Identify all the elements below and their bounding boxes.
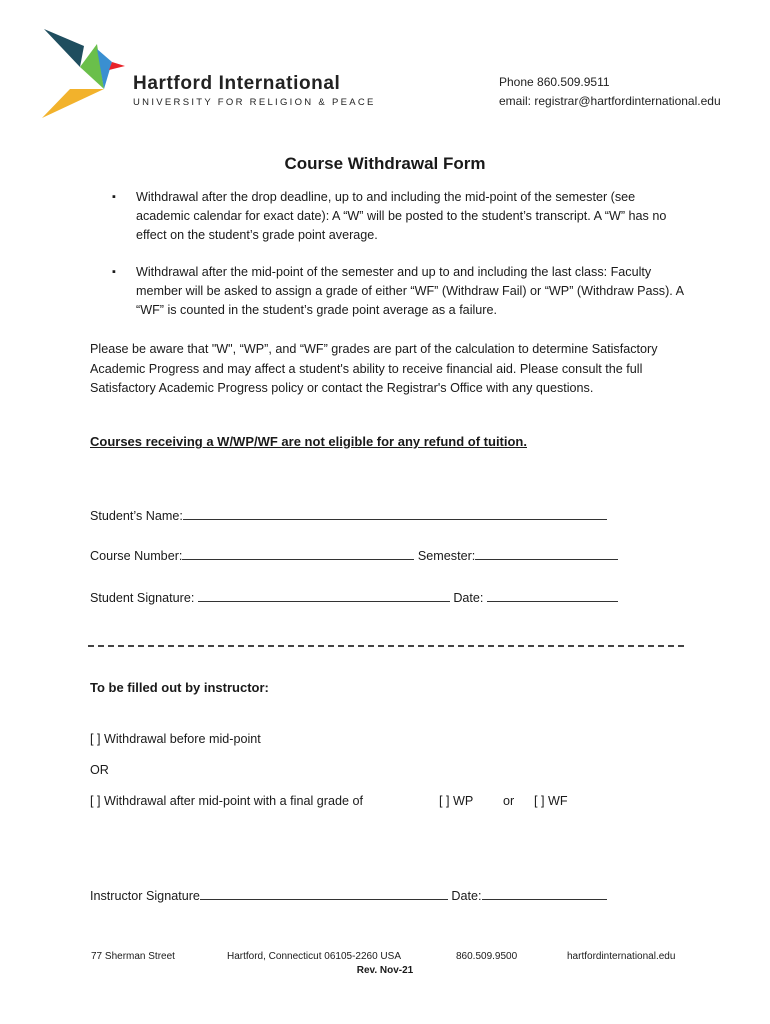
refund-notice: Courses receiving a W/WP/WF are not eligible for any refund of tuition. <box>90 434 527 449</box>
bullet-marker: ▪ <box>112 266 116 278</box>
or-label: OR <box>90 763 109 777</box>
course-number-line[interactable] <box>182 546 414 560</box>
option-before-midpoint[interactable] <box>90 732 261 746</box>
student-signature-field[interactable] <box>90 588 618 605</box>
org-subtitle: UNIVERSITY FOR RELIGION & PEACE <box>133 97 376 108</box>
wf-label: WF <box>548 794 568 808</box>
or-small-label: or <box>503 794 515 808</box>
student-date-line[interactable] <box>487 588 618 602</box>
student-signature-line[interactable] <box>198 588 450 602</box>
instructor-signature-label: Instructor Signature <box>90 889 200 903</box>
student-date-label: Date: <box>453 591 484 605</box>
email-contact: email: registrar@hartfordinternational.edu <box>499 94 721 108</box>
checkbox-wf[interactable]: [ ] <box>534 794 545 808</box>
logo-bird-icon <box>38 26 130 122</box>
revision-label: Rev. Nov-21 <box>356 965 414 976</box>
course-number-field[interactable] <box>90 546 618 563</box>
instructor-signature-field[interactable] <box>90 886 607 903</box>
course-number-label: Course Number: <box>90 549 183 563</box>
form-title: Course Withdrawal Form <box>284 154 486 173</box>
checkbox-after[interactable]: [ ] <box>90 794 101 808</box>
org-name: Hartford International <box>133 73 341 94</box>
footer-phone: 860.509.9500 <box>456 951 518 962</box>
instructor-date-label: Date: <box>451 889 482 903</box>
student-signature-label: Student Signature: <box>90 591 195 605</box>
wf-option[interactable] <box>534 794 568 808</box>
student-name-field[interactable] <box>90 506 607 523</box>
student-name-label: Student’s Name: <box>90 509 183 523</box>
checkbox-before[interactable]: [ ] <box>90 732 101 746</box>
student-name-line[interactable] <box>183 506 607 520</box>
dashed-divider <box>88 645 684 647</box>
wp-label: WP <box>453 794 474 808</box>
instructor-signature-line[interactable] <box>200 886 448 900</box>
wp-option[interactable] <box>439 794 473 808</box>
footer-address: 77 Sherman Street <box>91 951 175 962</box>
footer-city: Hartford, Connecticut 06105-2260 USA <box>227 951 401 962</box>
instructor-date-line[interactable] <box>482 886 607 900</box>
option-after-label: Withdrawal after mid-point with a final grade of <box>104 794 363 808</box>
instructor-heading: To be filled out by instructor: <box>90 680 269 695</box>
option-before-label: Withdrawal before mid-point <box>104 732 261 746</box>
option-after-midpoint[interactable] <box>90 794 363 808</box>
footer-website: hartfordinternational.edu <box>567 951 676 962</box>
policy-paragraph: Please be aware that "W", “WP”, and “WF” grades are part of the calculation to determine Satisfactory Academic Progress and may affect a student's ability to receive financial aid. Please consult the full Satisfactory Academic Progress policy or contact the Registrar's Office with any questions. <box>90 342 658 395</box>
phone-contact: Phone 860.509.9511 <box>499 75 610 89</box>
bullet-item: Withdrawal after the drop deadline, up to and including the mid-point of the semester (see academic calendar for exact date): A “W” will be posted to the student’s transcript. A “W” has no effect on the student’s grade point average. <box>136 190 667 242</box>
bullet-item: Withdrawal after the mid-point of the semester and up to and including the last class: Faculty member will be asked to assign a grade of either “WF” (Withdraw Fail) or “WP” (Withdraw Pass). A “WF” is counted in the student’s grade point average as a failure. <box>136 265 684 317</box>
semester-label: Semester: <box>417 549 476 563</box>
checkbox-wp[interactable]: [ ] <box>439 794 450 808</box>
semester-line[interactable] <box>475 546 618 560</box>
bullet-marker: ▪ <box>112 191 116 203</box>
